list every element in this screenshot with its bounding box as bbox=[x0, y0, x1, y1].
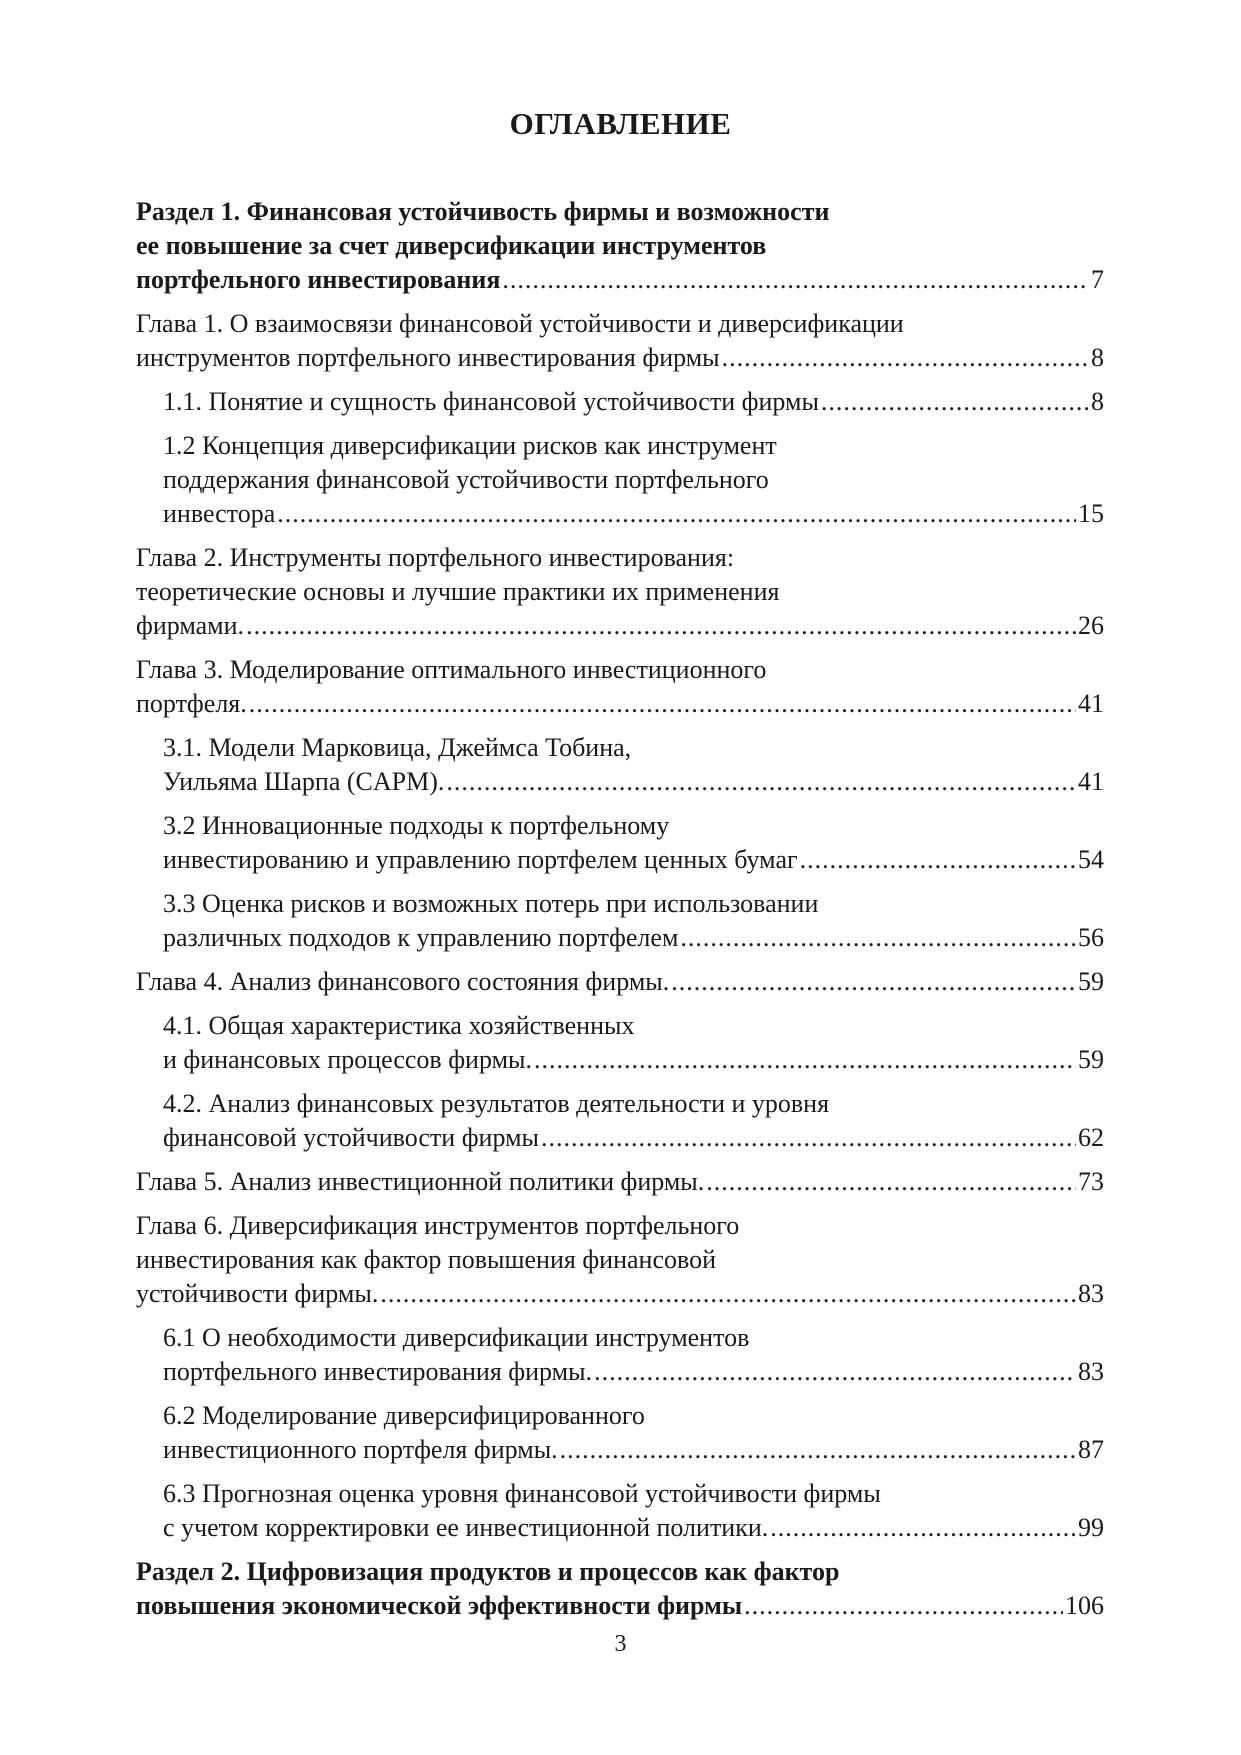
dot-leader bbox=[277, 497, 1076, 531]
toc-entry-last-line bbox=[136, 965, 1104, 999]
toc-entry-line bbox=[136, 1209, 1104, 1243]
toc-entry-last-line bbox=[163, 497, 1104, 531]
toc-entry-page: 41 bbox=[1078, 689, 1104, 718]
toc-entry-text: повышения экономической эффективности фирмы bbox=[136, 1591, 743, 1620]
toc-entry-last-line bbox=[163, 1511, 1104, 1545]
toc-entry-line bbox=[163, 463, 1104, 497]
toc-entry-line bbox=[163, 1477, 1104, 1511]
toc-entry[interactable] bbox=[163, 429, 1104, 531]
toc-entry-text: с учетом корректировки ее инвестиционной политики. bbox=[163, 1513, 769, 1542]
dot-leader bbox=[560, 1433, 1076, 1467]
toc-entry-text: Глава 3. Моделирование оптимального инвестиционного bbox=[136, 655, 767, 684]
dot-leader bbox=[744, 1589, 1063, 1623]
toc-entry-text: Уильяма Шарпа (CAPM). bbox=[163, 767, 445, 796]
toc-entry-line bbox=[163, 1321, 1104, 1355]
toc-entry[interactable] bbox=[163, 1477, 1104, 1545]
toc-entry-text: Глава 5. Анализ инвестиционной политики фирмы. bbox=[136, 1167, 705, 1196]
toc-entry-text: Глава 1. О взаимосвязи финансовой устойчивости и диверсификации bbox=[136, 309, 904, 338]
toc-entry[interactable] bbox=[163, 887, 1104, 955]
dot-leader bbox=[249, 687, 1076, 721]
toc-entry-text: инструментов портфельного инвестирования фирмы bbox=[136, 343, 720, 372]
toc-entry-last-line bbox=[163, 1433, 1104, 1467]
toc-entry-line bbox=[163, 429, 1104, 463]
toc-entry[interactable] bbox=[163, 1009, 1104, 1077]
dot-leader bbox=[446, 765, 1076, 799]
toc-entry[interactable] bbox=[136, 1555, 1104, 1623]
toc-entry-text: Раздел 2. Цифровизация продуктов и процессов как фактор bbox=[136, 1557, 840, 1586]
toc-entry-text: и финансовых процессов фирмы. bbox=[163, 1045, 532, 1074]
toc-entry-text: устойчивости фирмы. bbox=[136, 1279, 379, 1308]
toc-entry[interactable] bbox=[163, 1087, 1104, 1155]
toc-entry[interactable] bbox=[163, 385, 1104, 419]
toc-entry-last-line bbox=[163, 385, 1104, 419]
toc-entry[interactable] bbox=[163, 1399, 1104, 1467]
toc-entry-text: теоретические основы и лучшие практики их применения bbox=[136, 577, 780, 606]
toc-entry[interactable] bbox=[136, 1165, 1104, 1199]
dot-leader bbox=[706, 1165, 1076, 1199]
toc-entry-last-line bbox=[136, 1165, 1104, 1199]
toc-entry-text: 3.1. Модели Марковица, Джеймса Тобина, bbox=[163, 733, 632, 762]
toc-entry-page: 26 bbox=[1078, 611, 1104, 640]
toc-entry-text: Глава 4. Анализ финансового состояния фирмы. bbox=[136, 967, 670, 996]
toc-entry-line bbox=[163, 887, 1104, 921]
toc-entry-page: 41 bbox=[1078, 767, 1104, 796]
toc-entry-page: 7 bbox=[1091, 265, 1104, 294]
toc-entry-text: 6.1 О необходимости диверсификации инструментов bbox=[163, 1323, 750, 1352]
toc-entry-last-line bbox=[163, 1043, 1104, 1077]
toc-entry-text: портфеля. bbox=[136, 689, 247, 718]
dot-leader bbox=[246, 609, 1076, 643]
toc-entry-text: инвестора bbox=[163, 499, 276, 528]
toc-entry-text: финансовой устойчивости фирмы bbox=[163, 1123, 539, 1152]
dot-leader bbox=[380, 1277, 1076, 1311]
toc-entry[interactable] bbox=[136, 1209, 1104, 1311]
toc-entry-page: 54 bbox=[1078, 845, 1104, 874]
dot-leader bbox=[502, 263, 1089, 297]
dot-leader bbox=[770, 1511, 1076, 1545]
toc-title: ОГЛАВЛЕНИЕ bbox=[509, 106, 732, 141]
toc-entry-page: 73 bbox=[1078, 1167, 1104, 1196]
toc-entry-text: ее повышение за счет диверсификации инструментов bbox=[136, 231, 767, 260]
toc-entry-text: 6.2 Моделирование диверсифицированного bbox=[163, 1401, 645, 1430]
toc-entry[interactable] bbox=[136, 307, 1104, 375]
toc-entry-line bbox=[136, 307, 1104, 341]
toc-entry-last-line bbox=[163, 765, 1104, 799]
toc-entry[interactable] bbox=[163, 809, 1104, 877]
toc-entry-line bbox=[163, 1399, 1104, 1433]
toc-entry-page: 8 bbox=[1091, 343, 1104, 372]
toc-entry-page: 62 bbox=[1078, 1123, 1104, 1152]
toc-entry-page: 59 bbox=[1078, 1045, 1104, 1074]
toc-entry[interactable] bbox=[163, 731, 1104, 799]
toc-entry-page: 59 bbox=[1078, 967, 1104, 996]
toc-entry-text: 1.2 Концепция диверсификации рисков как инструмент bbox=[163, 431, 777, 460]
toc-entry-line bbox=[136, 229, 1104, 263]
toc-entry-line bbox=[163, 809, 1104, 843]
toc-entry-text: 1.1. Понятие и сущность финансовой устойчивости фирмы bbox=[163, 387, 819, 416]
toc-entry-page: 99 bbox=[1078, 1513, 1104, 1542]
toc-entry-text: инвестиционного портфеля фирмы. bbox=[163, 1435, 558, 1464]
toc-entry-text: фирмами. bbox=[136, 611, 245, 640]
toc-entry[interactable] bbox=[136, 541, 1104, 643]
dot-leader bbox=[671, 965, 1076, 999]
table-of-contents bbox=[136, 195, 1104, 1633]
toc-entry-last-line bbox=[136, 1277, 1104, 1311]
toc-entry[interactable] bbox=[136, 965, 1104, 999]
toc-entry-text: 6.3 Прогнозная оценка уровня финансовой устойчивости фирмы bbox=[163, 1479, 881, 1508]
toc-entry-page: 56 bbox=[1078, 923, 1104, 952]
toc-entry-line bbox=[136, 541, 1104, 575]
toc-entry-last-line bbox=[163, 1355, 1104, 1389]
toc-entry-line bbox=[163, 731, 1104, 765]
toc-entry-text: поддержания финансовой устойчивости портфельного bbox=[163, 465, 769, 494]
page-number: 3 bbox=[614, 1631, 627, 1657]
toc-entry-page: 8 bbox=[1091, 387, 1104, 416]
toc-entry-line bbox=[136, 1555, 1104, 1589]
dot-leader bbox=[534, 1043, 1076, 1077]
toc-entry-page: 106 bbox=[1065, 1591, 1104, 1620]
toc-entry-page: 83 bbox=[1078, 1279, 1104, 1308]
toc-entry-last-line bbox=[163, 843, 1104, 877]
dot-leader bbox=[722, 341, 1089, 375]
dot-leader bbox=[680, 921, 1076, 955]
toc-entry-page: 87 bbox=[1078, 1435, 1104, 1464]
toc-entry-text: 4.1. Общая характеристика хозяйственных bbox=[163, 1011, 635, 1040]
toc-entry-text: портфельного инвестирования фирмы. bbox=[163, 1357, 593, 1386]
toc-entry-text: Глава 6. Диверсификация инструментов портфельного bbox=[136, 1211, 740, 1240]
toc-entry-last-line bbox=[136, 263, 1104, 297]
toc-entry-text: Раздел 1. Финансовая устойчивость фирмы и возможности bbox=[136, 197, 830, 226]
toc-entry-line bbox=[163, 1009, 1104, 1043]
toc-entry-text: 4.2. Анализ финансовых результатов деятельности и уровня bbox=[163, 1089, 830, 1118]
toc-entry-last-line bbox=[136, 1589, 1104, 1623]
toc-entry-last-line bbox=[163, 921, 1104, 955]
toc-entry-last-line bbox=[163, 1121, 1104, 1155]
toc-entry-last-line bbox=[136, 609, 1104, 643]
toc-entry-line bbox=[136, 195, 1104, 229]
dot-leader bbox=[800, 843, 1076, 877]
toc-entry[interactable] bbox=[163, 1321, 1104, 1389]
toc-entry-line bbox=[136, 653, 1104, 687]
toc-entry-last-line bbox=[136, 341, 1104, 375]
toc-entry-page: 15 bbox=[1078, 499, 1104, 528]
toc-entry-page: 83 bbox=[1078, 1357, 1104, 1386]
toc-entry-last-line bbox=[136, 687, 1104, 721]
toc-entry-line bbox=[163, 1087, 1104, 1121]
toc-entry-line bbox=[136, 1243, 1104, 1277]
toc-entry-text: различных подходов к управлению портфелем bbox=[163, 923, 679, 952]
toc-entry-line bbox=[136, 575, 1104, 609]
dot-leader bbox=[594, 1355, 1076, 1389]
toc-entry-text: 3.2 Инновационные подходы к портфельному bbox=[163, 811, 670, 840]
toc-entry-text: инвестирования как фактор повышения финансовой bbox=[136, 1245, 717, 1274]
toc-entry-text: Глава 2. Инструменты портфельного инвестирования: bbox=[136, 543, 735, 572]
toc-entry-text: инвестированию и управлению портфелем ценных бумаг bbox=[163, 845, 798, 874]
toc-entry[interactable] bbox=[136, 195, 1104, 297]
dot-leader bbox=[821, 385, 1089, 419]
toc-entry-text: портфельного инвестирования bbox=[136, 265, 501, 294]
dot-leader bbox=[541, 1121, 1076, 1155]
toc-entry[interactable] bbox=[136, 653, 1104, 721]
toc-entry-text: 3.3 Оценка рисков и возможных потерь при использовании bbox=[163, 889, 819, 918]
